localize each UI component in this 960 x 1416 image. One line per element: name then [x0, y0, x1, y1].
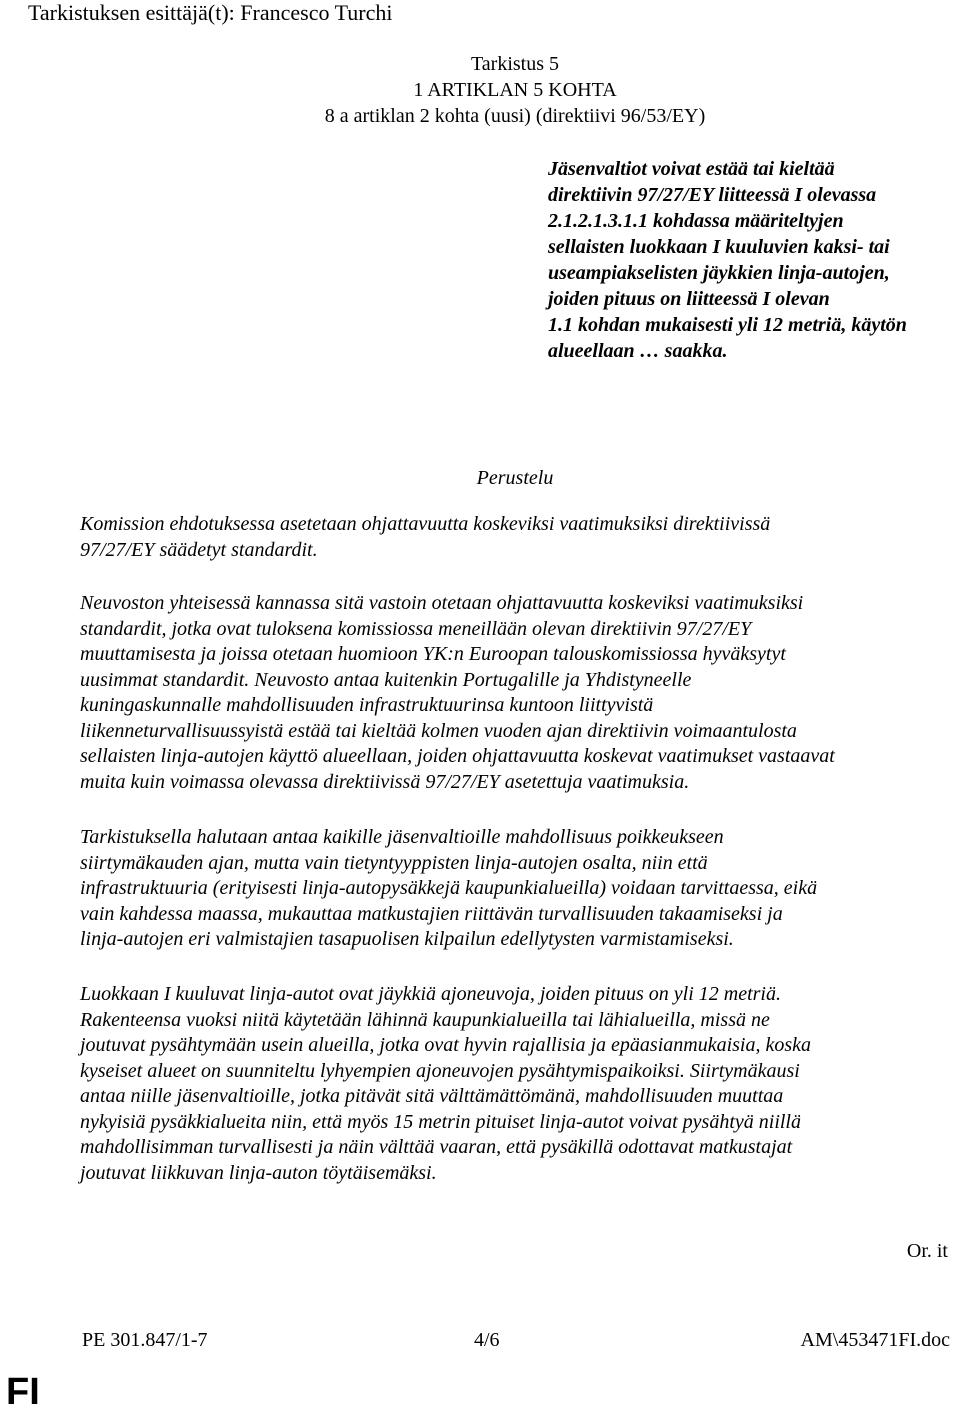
justification-paragraph [80, 982, 960, 1186]
paragraph-line: joutuvat pysähtymään usein alueilla, jotka ovat hyvin rajallisia ja epäasianmukaisia, koska [80, 1034, 812, 1056]
amendment-article: 1 ARTIKLAN 5 KOHTA [413, 79, 617, 101]
justification-paragraph [80, 591, 960, 795]
paragraph-line: standardit, jotka ovat tuloksena komissiossa meneillään olevan direktiivin 97/27/EY [80, 617, 752, 640]
amendment-text-line: Jäsenvaltiot voivat estää tai kieltää [548, 158, 835, 180]
amendment-heading [0, 51, 960, 129]
justification-paragraph [80, 825, 960, 953]
paragraph-line: vain kahdessa maassa, mukauttaa matkustajien riittävän turvallisuuden takaamiseksi ja [80, 902, 783, 925]
original-language: Or. it [906, 1240, 948, 1262]
paragraph-line: Tarkistuksella halutaan antaa kaikille jäsenvaltioille mahdollisuus poikkeukseen [80, 826, 724, 848]
amendment-text-line: 1.1 kohdan mukaisesti yli 12 metriä, käytön [548, 314, 907, 336]
justification-paragraph [80, 512, 960, 563]
justification-title: Perustelu [476, 467, 554, 489]
paragraph-line: liikenneturvallisuussyistä estää tai kieltää kolmen vuoden ajan direktiivin voimaantulosta [80, 719, 797, 742]
paragraph-line: 97/27/EY säädetyt standardit. [80, 538, 318, 561]
paragraph-line: Rakenteensa vuoksi niitä käytetään lähinnä kaupunkialueilla tai lähialueilla, missä ne [80, 1008, 770, 1031]
paragraph-line: kyseiset alueet on suunniteltu lyhyempien ajoneuvojen pysähtymispaikoiksi. Siirtymäkausi [80, 1059, 800, 1082]
amendment-text-line: alueellaan … saakka. [548, 340, 728, 362]
paragraph-line: uusimmat standardit. Neuvosto antaa kuitenkin Portugalille ja Yhdistyneelle [80, 668, 692, 691]
amendment-text-line: direktiivin 97/27/EY liitteessä I olevassa [548, 184, 877, 206]
paragraph-line: linja-autojen eri valmistajien tasapuolisen kilpailun edellytysten varmistamiseksi. [80, 928, 734, 950]
amendment-text-line: sellaisten luokkaan I kuuluvien kaksi- tai [548, 236, 890, 258]
amendment-text-line: 2.1.2.1.3.1.1 kohdassa määriteltyjen [548, 210, 844, 232]
paragraph-line: Neuvoston yhteisessä kannassa sitä vastoin otetaan ohjattavuutta koskeviksi vaatimuksiksi [80, 592, 804, 614]
paragraph-line: siirtymäkauden ajan, mutta vain tietyntyyppisten linja-autojen osalta, niin että [80, 851, 708, 874]
paragraph-line: kuningaskunnalle mahdollisuuden infrastruktuurinsa kuntoon liittyvistä [80, 694, 654, 716]
page-number: 4/6 [474, 1329, 500, 1351]
paragraph-line: infrastruktuuria (erityisesti linja-autopysäkkejä kaupunkialueilla) voidaan tarvittaessa, eikä [80, 877, 818, 899]
paragraph-line: sellaisten linja-autojen käyttö alueellaan, joiden ohjattavuutta koskevat vaatimukset vastaavat [80, 745, 835, 767]
paragraph-line: Luokkaan I kuuluvat linja-autot ovat jäykkiä ajoneuvoja, joiden pituus on yli 12 metriä. [80, 983, 781, 1005]
paragraph-line: joutuvat liikkuvan linja-auton töytäisemäksi. [80, 1161, 437, 1184]
paragraph-line: nykyisiä pysäkkialueita niin, että myös 15 metrin pituiset linja-autot voivat pysähtyä niillä [80, 1110, 801, 1133]
amendment-number: Tarkistus 5 [470, 53, 560, 75]
language-code: FI [6, 1371, 40, 1413]
amendment-text [548, 156, 960, 364]
amendment-text-line: joiden pituus on liitteessä I olevan [548, 288, 830, 310]
paragraph-line: mahdollisimman turvallisesti ja näin välttää vaaran, että pysäkillä odottavat matkustajat [80, 1136, 793, 1158]
amendment-reference: 8 a artiklan 2 kohta (uusi) (direktiivi 96/53/EY) [324, 105, 706, 127]
amendment-text-line: useampiakselisten jäykkien linja-autojen, [548, 262, 890, 284]
paragraph-line: muuttamisesta ja joissa otetaan huomioon YK:n Euroopan talouskomissiossa hyväksytyt [80, 643, 786, 665]
file-name: AM\453471FI.doc [800, 1329, 950, 1351]
paragraph-line: Komission ehdotuksessa asetetaan ohjattavuutta koskeviksi vaatimuksiksi direktiivissä [80, 513, 771, 535]
paragraph-line: antaa niille jäsenvaltioille, jotka pitävät sitä välttämättömänä, mahdollisuuden muuttaa [80, 1085, 784, 1107]
author-line: Tarkistuksen esittäjä(t): Francesco Turchi [28, 0, 393, 25]
paragraph-line: muita kuin voimassa olevassa direktiivissä 97/27/EY asetettuja vaatimuksia. [80, 770, 690, 793]
document-reference: PE 301.847/1-7 [82, 1329, 208, 1351]
